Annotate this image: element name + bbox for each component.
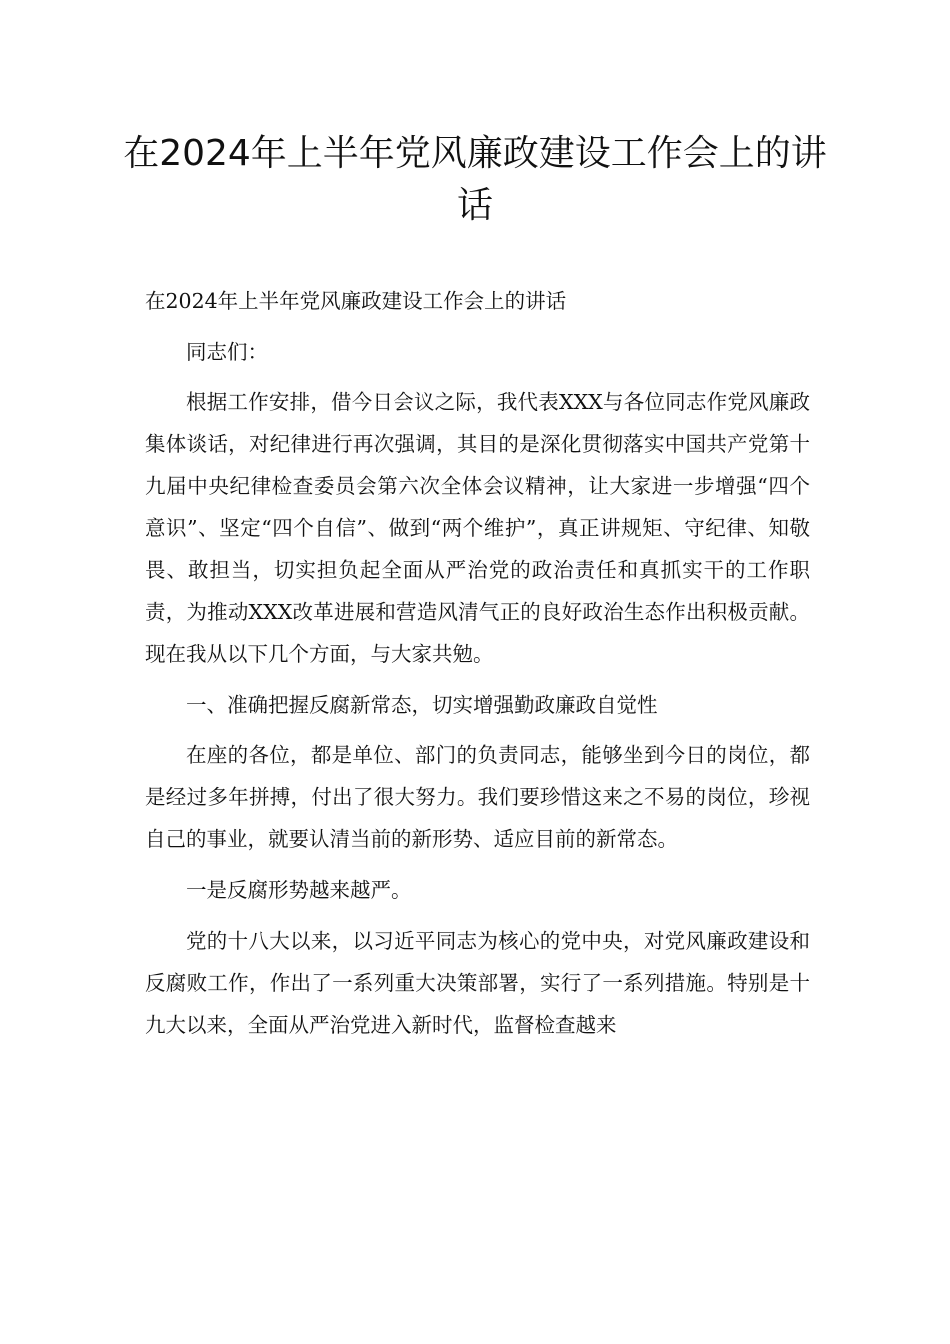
paragraph-point-one: 一是反腐形势越来越严。	[186, 877, 412, 902]
document-body	[145, 280, 810, 1054]
paragraph-salutation: 同志们：	[186, 339, 268, 364]
paragraph-body: 在座的各位，都是单位、部门的负责同志，能够坐到今日的岗位，都是经过多年拼搏，付出了很大努力。我们要珍惜这来之不易的岗位，珍视自己的事业，就要认清当前的新形势、适应目前的新常态。	[145, 743, 810, 852]
paragraph-intro: 根据工作安排，借今日会议之际，我代表XXX与各位同志作党风廉政集体谈话，对纪律进行再次强调，其目的是深化贯彻落实中国共产党第十九届中央纪律检查委员会第六次全体会议精神，让大家进一步增强“四个意识”、坚定“四个自信”、做到“两个维护”，真正讲规矩、守纪律、知敬畏、敢担当，切实担负起全面从严治党的政治责任和真抓实干的工作职责，为推动XXX改革进展和营造风清气正的良好政治生态作出积极贡献。现在我从以下几个方面，与大家共勉。	[145, 390, 810, 667]
paragraph-heading-one: 一、准确把握反腐新常态，切实增强勤政廉政自觉性	[186, 692, 658, 717]
paragraph-body: 党的十八大以来，以习近平同志为核心的党中央，对党风廉政建设和反腐败工作，作出了一系列重大决策部署，实行了一系列措施。特别是十九大以来，全面从严治党进入新时代，监督检查越来	[145, 928, 810, 1037]
document-title: 在2024年上半年党风廉政建设工作会上的讲话	[123, 133, 827, 226]
paragraph-subtitle: 在2024年上半年党风廉政建设工作会上的讲话	[145, 289, 567, 313]
